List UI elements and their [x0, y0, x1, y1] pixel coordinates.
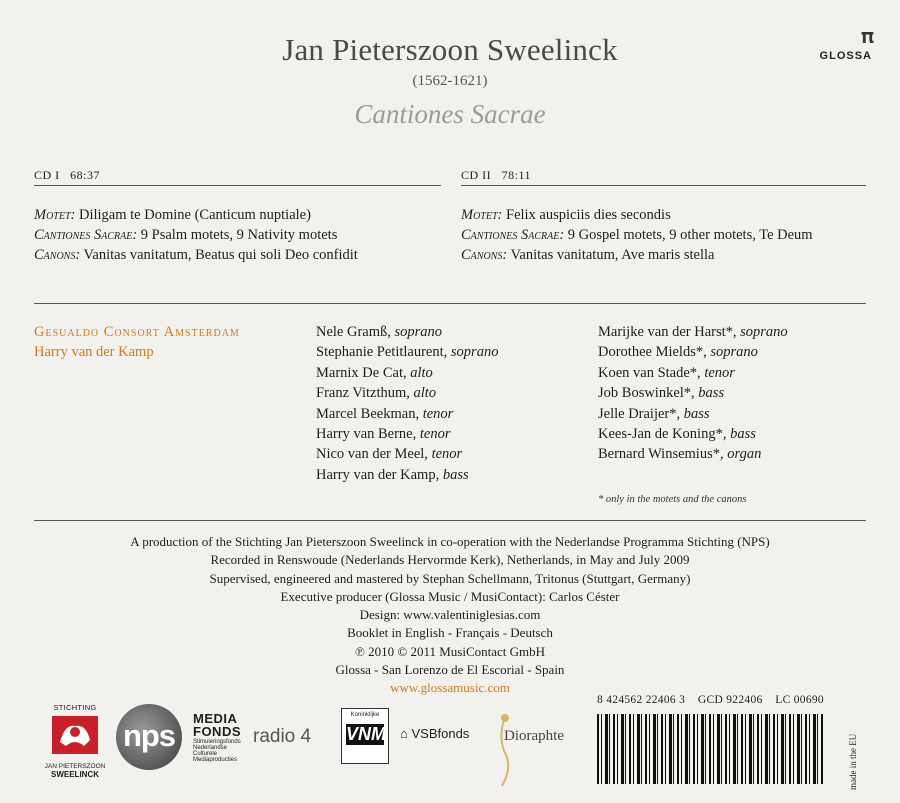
stichting-bottom-text: JAN PIETERSZOON — [44, 763, 106, 770]
catalog-number: GCD 922406 — [697, 694, 763, 706]
mediafonds-logo — [193, 712, 241, 763]
cd1-line — [34, 205, 358, 225]
work-text: Vanitas vanitatum, Ave maris stella — [510, 247, 715, 263]
nps-text: nps — [122, 718, 176, 753]
credit-line: Supervised, engineered and mastered by Stephan Schellmann, Tritonus (Stuttgart, Germany) — [209, 570, 691, 586]
credit-line: ℗ 2010 © 2011 MusiContact GmbH — [354, 643, 546, 659]
glossa-logo-text: GLOSSA — [819, 50, 872, 62]
genre-label: Canons: — [34, 247, 81, 263]
mediafonds-sub: Mediaproducties — [193, 757, 238, 763]
genre-label: Motet: — [34, 207, 76, 223]
work-text: Vanitas vanitatum, Beatus qui soli Deo confidit — [83, 247, 358, 263]
footnote: * only in the motets and the canons — [598, 494, 747, 505]
work-text: 9 Gospel motets, 9 other motets, Te Deum — [567, 227, 813, 243]
singer-item: Nele Gramß, soprano — [316, 324, 443, 340]
dioraphte-figure-icon — [490, 710, 520, 790]
genre-label: Cantiones Sacrae: — [461, 227, 565, 243]
cd2-line — [461, 205, 813, 225]
mediafonds-text: MEDIA — [193, 711, 238, 726]
cd1-programme — [34, 205, 358, 265]
singer-item: Marnix De Cat, alto — [316, 364, 433, 381]
vnm-logo — [341, 708, 389, 764]
glossa-logo — [820, 28, 872, 64]
ensemble-name: Gesualdo Consort Amsterdam — [34, 324, 240, 340]
cd1-label: CD I — [34, 168, 60, 182]
singer-item: Harry van Berne, tenor — [316, 426, 451, 443]
work-text: Diligam te Domine (Canticum nuptiale) — [79, 207, 311, 223]
singer-item: Dorothee Mields*, soprano — [598, 344, 758, 361]
singer-item: Koen van Stade*, tenor — [598, 364, 735, 381]
stichting-logo — [40, 703, 110, 779]
vsb-house-icon: ⌂ — [400, 726, 408, 741]
singer-item: Job Boswinkel*, bass — [598, 385, 725, 402]
radio4-logo — [253, 726, 311, 748]
mediafonds-sub: Nederlandse — [193, 745, 228, 751]
ensemble-block — [34, 322, 240, 362]
singer-item: Bernard Winsemius*, organ — [598, 446, 762, 463]
singers-list-right — [598, 322, 788, 465]
composer-title: Jan Pieterszoon Sweelinck — [282, 32, 618, 67]
cd2-divider — [461, 185, 866, 186]
singer-item: Nico van der Meel, tenor — [316, 446, 463, 463]
cd1-line — [34, 225, 358, 245]
label-code: LC 00690 — [775, 694, 824, 706]
vsbfonds-text: VSBfonds — [411, 726, 470, 741]
section-divider — [34, 303, 866, 304]
genre-label: Canons: — [461, 247, 508, 263]
cd1-header — [34, 168, 100, 183]
made-in-eu: made in the EU — [848, 733, 858, 790]
singer-item: Marijke van der Harst*, soprano — [598, 324, 788, 340]
singer-item: Jelle Draijer*, bass — [598, 405, 710, 422]
mediafonds-sub: Stimuleringsfonds — [193, 739, 241, 745]
barcode — [597, 714, 825, 784]
vnm-small-text: Koninklijke — [350, 712, 380, 718]
mediafonds-sub: Culturele — [193, 751, 218, 757]
singer-item: Kees-Jan de Koning*, bass — [598, 426, 756, 443]
vnm-text: VNM — [346, 724, 386, 744]
singers-list-left — [316, 322, 498, 485]
cd1-line — [34, 245, 358, 265]
radio4-text: radio 4 — [253, 726, 312, 747]
vsbfonds-logo — [400, 726, 469, 741]
cd2-programme — [461, 205, 813, 265]
cd2-duration: 78:11 — [501, 168, 532, 182]
credit-line: Glossa - San Lorenzo de El Escorial - Spain — [335, 662, 565, 678]
dioraphte-logo — [490, 710, 580, 790]
credit-line: A production of the Stichting Jan Pieterszoon Sweelinck in co-operation with the Nederlandse Programma Stichting (NPS) — [130, 534, 770, 549]
cd2-line — [461, 225, 813, 245]
stichting-bottom-text: SWEELINCK — [51, 770, 99, 779]
singer-item: Franz Vitzthum, alto — [316, 385, 437, 402]
credit-line: Executive producer (Glossa Music / MusiContact): Carlos Céster — [280, 588, 620, 604]
cd1-duration: 68:37 — [70, 168, 101, 182]
work-text: Felix auspiciis dies secondis — [506, 207, 671, 223]
credit-line: Design: www.valentiniglesias.com — [359, 607, 541, 623]
barcode-info — [597, 694, 824, 706]
sweelinck-portrait-icon — [50, 712, 100, 758]
glossa-swirl-icon: 𝛑 — [860, 26, 874, 48]
stichting-top-text: STICHTING — [53, 703, 97, 712]
singer-item: Stephanie Petitlaurent, soprano — [316, 344, 499, 361]
credit-line: Recorded in Renswoude (Nederlands Hervormde Kerk), Netherlands, in May and July 2009 — [210, 552, 690, 568]
credit-line: Booklet in English - Français - Deutsch — [347, 625, 553, 641]
nps-logo — [116, 704, 182, 770]
album-subtitle: Cantiones Sacrae — [354, 99, 546, 129]
cd1-divider — [34, 185, 441, 186]
singer-item: Harry van der Kamp, bass — [316, 466, 469, 483]
genre-label: Motet: — [461, 207, 503, 223]
work-text: 9 Psalm motets, 9 Nativity motets — [140, 227, 338, 243]
website-link[interactable]: www.glossamusic.com — [390, 680, 510, 696]
genre-label: Cantiones Sacrae: — [34, 227, 138, 243]
cd2-label: CD II — [461, 168, 492, 182]
composer-dates: (1562-1621) — [412, 73, 488, 89]
credits-block — [0, 533, 900, 698]
ean-number: 8 424562 22406 3 — [597, 694, 686, 706]
cd2-line — [461, 245, 813, 265]
singer-item: Marcel Beekman, tenor — [316, 405, 454, 422]
cd2-header — [461, 168, 531, 183]
credits-divider — [34, 520, 866, 521]
mediafonds-text: FONDS — [193, 724, 241, 739]
dioraphte-text: Dioraphte — [504, 728, 564, 744]
ensemble-director: Harry van der Kamp — [34, 344, 154, 360]
